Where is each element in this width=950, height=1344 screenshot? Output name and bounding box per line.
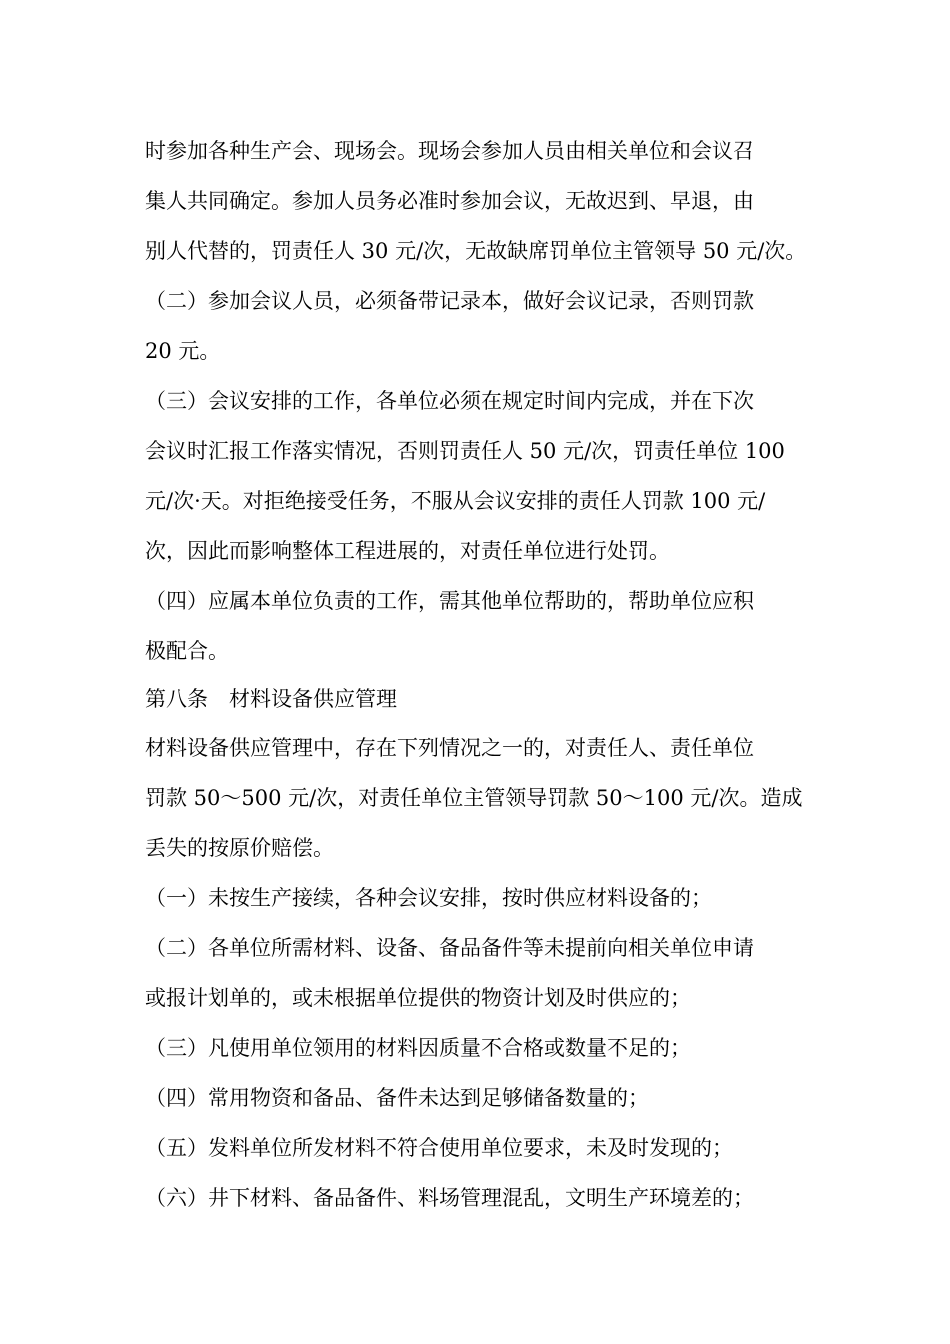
text-line: 20 元。 xyxy=(145,339,221,363)
text-line: （四）常用物资和备品、备件未达到足够储备数量的； xyxy=(145,1086,649,1110)
text-line: 别人代替的，罚责任人 30 元/次，无故缺席罚单位主管领导 50 元/次。 xyxy=(145,239,807,263)
text-line: （五）发料单位所发材料不符合使用单位要求，未及时发现的； xyxy=(145,1136,733,1160)
text-line: （一）未按生产接续，各种会议安排，按时供应材料设备的； xyxy=(145,886,712,910)
text-line: 或报计划单的，或未根据单位提供的物资计划及时供应的； xyxy=(145,986,691,1010)
text-line: （三）会议安排的工作，各单位必须在规定时间内完成，并在下次 xyxy=(145,389,754,413)
section-heading: 第八条 材料设备供应管理 xyxy=(145,687,397,711)
text-line: 次，因此而影响整体工程进展的，对责任单位进行处罚。 xyxy=(145,539,670,563)
text-line: （三）凡使用单位领用的材料因质量不合格或数量不足的； xyxy=(145,1036,691,1060)
text-line: 极配合。 xyxy=(145,639,229,663)
text-line: （四）应属本单位负责的工作，需其他单位帮助的，帮助单位应积 xyxy=(145,589,754,613)
text-line: 会议时汇报工作落实情况，否则罚责任人 50 元/次，罚责任单位 100 xyxy=(145,439,785,463)
text-line: 材料设备供应管理中，存在下列情况之一的，对责任人、责任单位 xyxy=(145,736,754,760)
text-line: （二）参加会议人员，必须备带记录本，做好会议记录，否则罚款 xyxy=(145,289,754,313)
text-line: 丢失的按原价赔偿。 xyxy=(145,836,334,860)
text-line: 罚款 50～500 元/次，对责任单位主管领导罚款 50～100 元/次。造成 xyxy=(145,786,803,810)
text-line: 集人共同确定。参加人员务必准时参加会议，无故迟到、早退，由 xyxy=(145,189,754,213)
text-line: （六）井下材料、备品备件、料场管理混乱，文明生产环境差的； xyxy=(145,1186,754,1210)
text-line: （二）各单位所需材料、设备、备品备件等未提前向相关单位申请 xyxy=(145,936,754,960)
text-line: 元/次·天。对拒绝接受任务，不服从会议安排的责任人罚款 100 元/ xyxy=(145,489,766,513)
text-line: 时参加各种生产会、现场会。现场会参加人员由相关单位和会议召 xyxy=(145,139,754,163)
